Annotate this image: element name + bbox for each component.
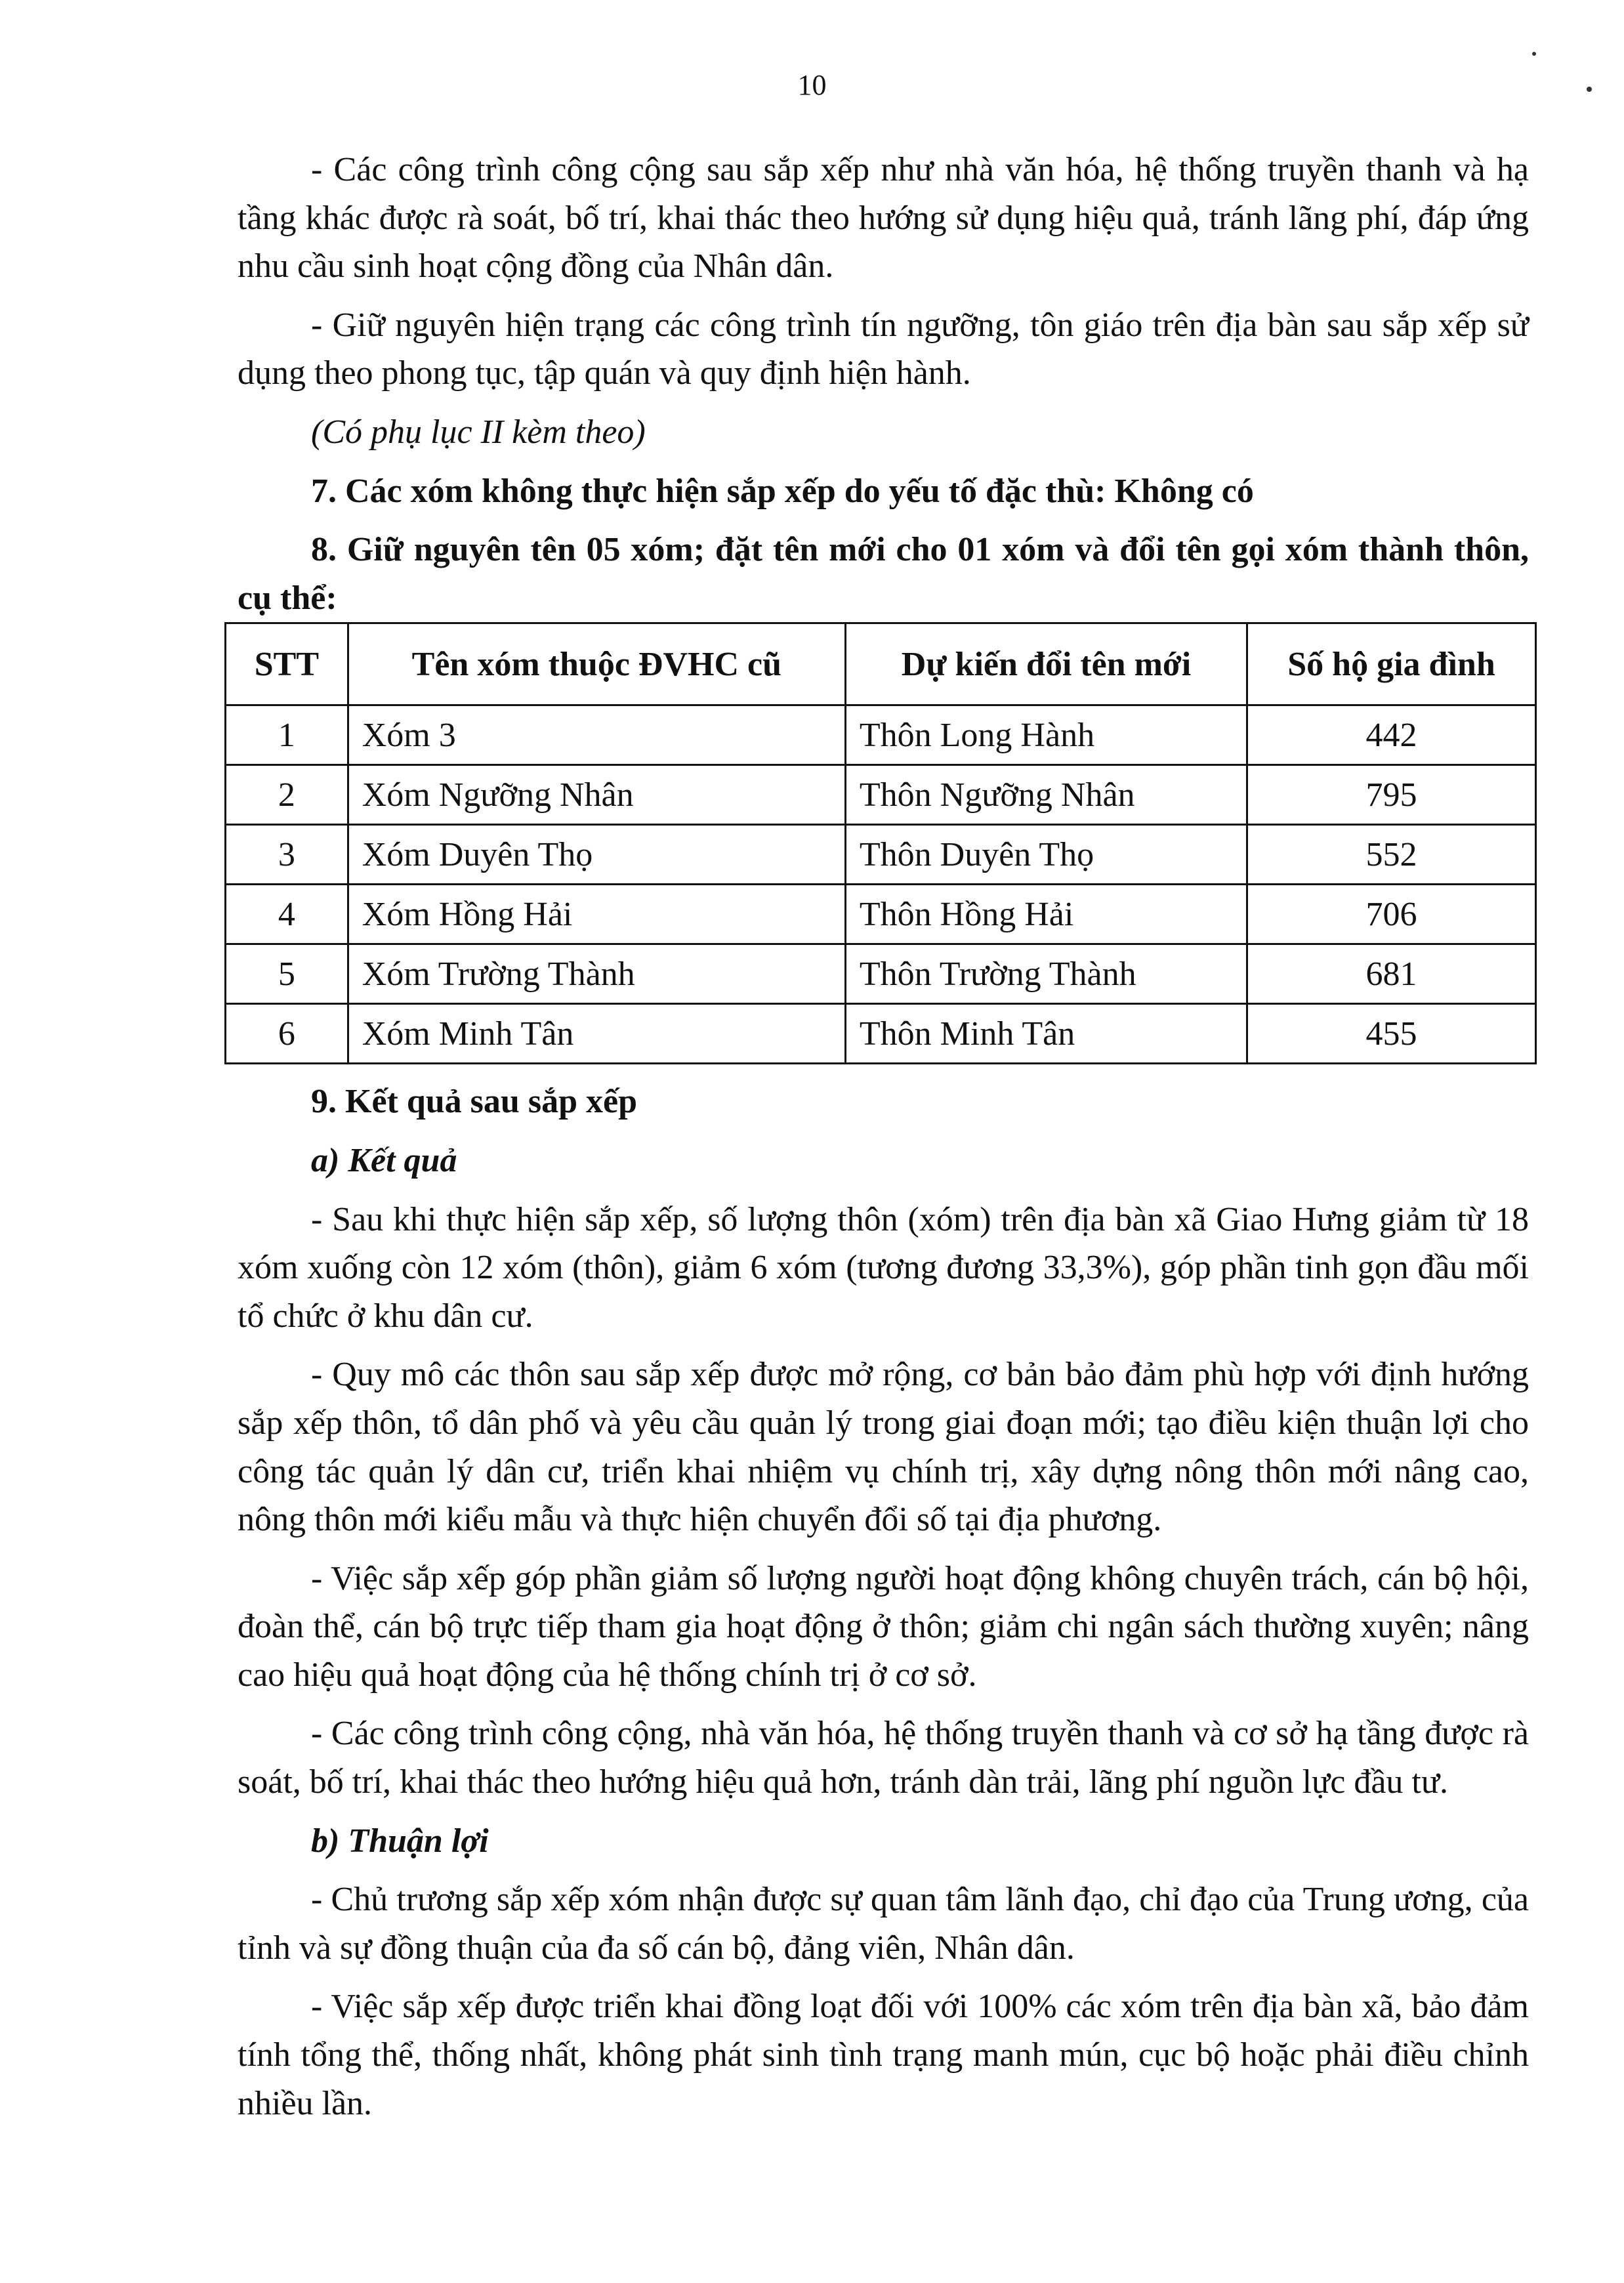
appendix-note: (Có phụ lục II kèm theo): [311, 413, 646, 451]
table-cell-households: 442: [1247, 705, 1536, 765]
table-cell-stt: 6: [226, 1004, 348, 1064]
table-cell-new-name: Thôn Hồng Hải: [845, 885, 1247, 944]
table-cell-new-name: Thôn Minh Tân: [845, 1004, 1247, 1064]
hamlet-rename-table: [224, 622, 1537, 1064]
table-cell-new-name: Thôn Trường Thành: [845, 944, 1247, 1004]
table-cell-stt: 2: [226, 765, 348, 825]
document-body: [238, 146, 1529, 2138]
heading-section-9: 9. Kết quả sau sắp xếp: [311, 1083, 637, 1121]
table-cell-households: 681: [1247, 944, 1536, 1004]
table-row: [226, 944, 1536, 1004]
table-cell-stt: 5: [226, 944, 348, 1004]
table-cell-old-name: Xóm 3: [348, 705, 845, 765]
table-cell-old-name: Xóm Ngưỡng Nhân: [348, 765, 845, 825]
paragraph-advantage-1: - Chủ trương sắp xếp xóm nhận được sự quan tâm lãnh đạo, chỉ đạo của Trung ương, của tỉnh và sự đồng thuận của đa số cán bộ, đảng viên, Nhân dân.: [238, 1881, 1529, 1967]
table-header-stt: STT: [226, 623, 348, 705]
table-cell-stt: 3: [226, 825, 348, 885]
table-header-old-name: Tên xóm thuộc ĐVHC cũ: [348, 623, 845, 705]
table-cell-households: 455: [1247, 1004, 1536, 1064]
paragraph-advantage-2: - Việc sắp xếp được triển khai đồng loạt đối với 100% các xóm trên địa bàn xã, bảo đảm tính tổng thể, thống nhất, không phát sinh tình trạng manh mún, cục bộ hoặc phải điều chỉnh nhiều lần.: [238, 1988, 1529, 2122]
table-cell-old-name: Xóm Minh Tân: [348, 1004, 845, 1064]
table-header-households: Số hộ gia đình: [1247, 623, 1536, 705]
table-row: [226, 765, 1536, 825]
paragraph-result-2: - Quy mô các thôn sau sắp xếp được mở rộng, cơ bản bảo đảm phù hợp với định hướng sắp xếp thôn, tổ dân phố và yêu cầu quản lý trong giai đoạn mới; tạo điều kiện thuận lợi cho công tác quản lý dân cư, triển khai nhiệm vụ chính trị, xây dựng nông thôn mới nâng cao, nông thôn mới kiểu mẫu và thực hiện chuyển đổi số tại địa phương.: [238, 1356, 1529, 1539]
subheading-advantages: b) Thuận lợi: [311, 1822, 489, 1860]
table-cell-old-name: Xóm Hồng Hải: [348, 885, 845, 944]
table-row: [226, 825, 1536, 885]
table-cell-old-name: Xóm Duyên Thọ: [348, 825, 845, 885]
table-cell-old-name: Xóm Trường Thành: [348, 944, 845, 1004]
heading-section-8: 8. Giữ nguyên tên 05 xóm; đặt tên mới cho 01 xóm và đổi tên gọi xóm thành thôn, cụ thể:: [238, 531, 1529, 617]
paragraph-result-3: - Việc sắp xếp góp phần giảm số lượng người hoạt động không chuyên trách, cán bộ hội, đoàn thể, cán bộ trực tiếp tham gia hoạt động ở thôn; giảm chi ngân sách thường xuyên; nâng cao hiệu quả hoạt động của hệ thống chính trị ở cơ sở.: [238, 1559, 1529, 1694]
table-cell-new-name: Thôn Ngưỡng Nhân: [845, 765, 1247, 825]
paragraph-religious-works: - Giữ nguyên hiện trạng các công trình tín ngưỡng, tôn giáo trên địa bàn sau sắp xếp sử dụng theo phong tục, tập quán và quy định hiện hành.: [238, 306, 1529, 392]
table-header-new-name: Dự kiến đổi tên mới: [845, 623, 1247, 705]
table-row: [226, 1004, 1536, 1064]
table-cell-households: 706: [1247, 885, 1536, 944]
subheading-results: a) Kết quả: [311, 1141, 457, 1179]
table-row: [226, 885, 1536, 944]
table-cell-stt: 4: [226, 885, 348, 944]
table-cell-new-name: Thôn Long Hành: [845, 705, 1247, 765]
paragraph-public-works: - Các công trình công cộng sau sắp xếp như nhà văn hóa, hệ thống truyền thanh và hạ tầng khác được rà soát, bố trí, khai thác theo hướng sử dụng hiệu quả, tránh lãng phí, đáp ứng nhu cầu sinh hoạt cộng đồng của Nhân dân.: [238, 151, 1529, 285]
paragraph-result-1: - Sau khi thực hiện sắp xếp, số lượng thôn (xóm) trên địa bàn xã Giao Hưng giảm từ 18 xóm xuống còn 12 xóm (thôn), giảm 6 xóm (tương đương 33,3%), góp phần tinh gọn đầu mối tổ chức ở khu dân cư.: [238, 1200, 1529, 1335]
table-row: [226, 705, 1536, 765]
table-header-row: [226, 623, 1536, 705]
table-cell-stt: 1: [226, 705, 348, 765]
table-cell-households: 795: [1247, 765, 1536, 825]
table-cell-new-name: Thôn Duyên Thọ: [845, 825, 1247, 885]
page-number: 10: [797, 69, 827, 101]
paragraph-result-4: - Các công trình công cộng, nhà văn hóa, hệ thống truyền thanh và cơ sở hạ tầng được rà soát, bố trí, khai thác theo hướng hiệu quả hơn, tránh dàn trải, lãng phí nguồn lực đầu tư.: [238, 1715, 1529, 1801]
heading-section-7: 7. Các xóm không thực hiện sắp xếp do yếu tố đặc thù: Không có: [311, 472, 1254, 510]
table-cell-households: 552: [1247, 825, 1536, 885]
